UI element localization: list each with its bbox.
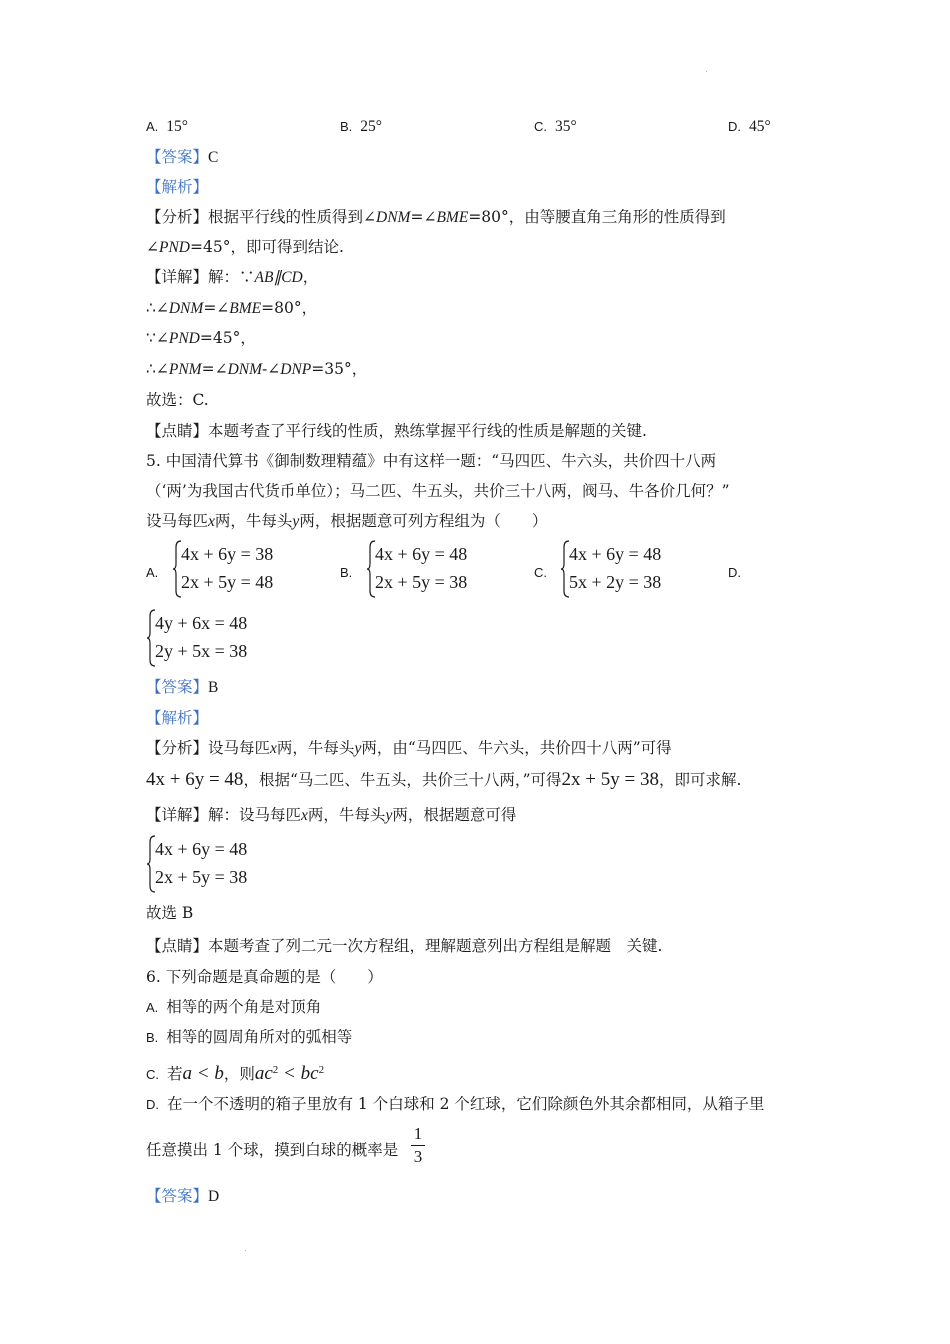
q5-guxuan: 故选 B bbox=[146, 904, 194, 922]
q4-fenxi-line2: ∠PND=45°，即可得到结论. bbox=[146, 238, 344, 256]
equation-1: 4x + 6y = 48 bbox=[375, 544, 468, 564]
q4-xiangjie-line4: ∴∠PNM=∠DNM-∠DNP=35°， bbox=[146, 360, 368, 378]
fraction-denominator: 3 bbox=[413, 1147, 423, 1166]
q4-option-d: D. 45° bbox=[728, 118, 771, 135]
q5-xiangjie-line1: 【详解】解：设马每匹x两，牛每头y两，根据题意可得 bbox=[146, 806, 517, 824]
equation-2: 5x + 2y = 38 bbox=[569, 572, 662, 592]
equation-1: 4x + 6y = 48 bbox=[569, 544, 662, 564]
q6-option-c: C. 若a < b，则$ac^2 < bc^2$ bbox=[146, 1063, 325, 1085]
q5-stem-line3: 设马每匹x两，牛每头y两，根据题意可列方程组为（ ） bbox=[146, 512, 548, 530]
q4-xiangjie-line1: 【详解】解：∵AB∥CD， bbox=[146, 268, 319, 286]
scan-dot bbox=[245, 1250, 246, 1251]
q5-fenxi-line1: 【分析】设马每匹x两，牛每头y两，由“马四匹、牛六头，共价四十八两”可得 bbox=[146, 739, 672, 757]
fraction-one-third bbox=[411, 1124, 425, 1167]
equation-2: 2x + 5y = 38 bbox=[375, 572, 468, 592]
q4-option-b: B. 25° bbox=[340, 118, 382, 135]
equation-2: 2x + 5y = 38 bbox=[155, 867, 248, 887]
q4-analysis-tag: 【解析】 bbox=[146, 178, 209, 196]
q5-stem-line2: （‘两’为我国古代货币单位）；马二匹、牛五头，共价三十八两，阀马、牛各价几何？” bbox=[146, 482, 730, 500]
q5-fenxi-line2: 4x + 6y = 48，根据“马二匹、牛五头，共价三十八两，”可得2x + 5y = 38，即可求解. bbox=[146, 769, 742, 790]
fraction-bar bbox=[411, 1145, 425, 1146]
q4-xiangjie-line3: ∵∠PND=45°， bbox=[146, 329, 256, 347]
q6-answer: 【答案】D bbox=[146, 1187, 220, 1205]
q4-option-a: A. 15° bbox=[146, 118, 188, 135]
q5-option-d-key: D. bbox=[728, 565, 741, 580]
q5-stem-line1: 5. 中国清代算书《御制数理精蕴》中有这样一题：“马四匹、牛六头，共价四十八两 bbox=[146, 452, 717, 470]
q6-option-d-line1: D. 在一个不透明的箱子里放有 1 个白球和 2 个红球，它们除颜色外其余都相同，从箱子里 bbox=[146, 1095, 765, 1113]
q6-option-d-line2: 任意摸出 1 个球，摸到白球的概率是 bbox=[146, 1141, 399, 1159]
equation-1: 4x + 6y = 38 bbox=[181, 544, 274, 564]
q4-xiangjie-line2: ∴∠DNM=∠BME=80°， bbox=[146, 299, 318, 317]
q5-option-c-key: C. bbox=[534, 565, 547, 580]
equation-2: 2y + 5x = 38 bbox=[155, 641, 248, 661]
q5-option-a-key: A. bbox=[146, 565, 159, 580]
q5-dianjing: 【点睛】本题考查了列二元一次方程组，理解题意列出方程组是解题 关键. bbox=[146, 937, 663, 955]
q6-option-b: B. 相等的圆周角所对的弧相等 bbox=[146, 1028, 353, 1046]
q4-fenxi-line1: 【分析】根据平行线的性质得到∠DNM=∠BME=80°，由等腰直角三角形的性质得到 bbox=[146, 208, 726, 226]
q4-guxuan: 故选：C. bbox=[146, 391, 209, 409]
q6-option-a: A. 相等的两个角是对顶角 bbox=[146, 998, 322, 1016]
fraction-numerator: 1 bbox=[413, 1124, 423, 1143]
equation-2: 2x + 5y = 48 bbox=[181, 572, 274, 592]
q6-stem: 6. 下列命题是真命题的是（ ） bbox=[146, 968, 383, 986]
q4-answer: 【答案】C bbox=[146, 148, 219, 166]
scan-dot bbox=[706, 71, 707, 72]
equation-1: 4x + 6y = 48 bbox=[155, 839, 248, 859]
q5-answer: 【答案】B bbox=[146, 678, 219, 696]
q4-option-c: C. 35° bbox=[534, 118, 577, 135]
q5-option-b-key: B. bbox=[340, 565, 353, 580]
equation-1: 4y + 6x = 48 bbox=[155, 613, 248, 633]
q4-dianjing: 【点睛】本题考查了平行线的性质，熟练掌握平行线的性质是解题的关键. bbox=[146, 422, 647, 440]
q5-analysis-tag: 【解析】 bbox=[146, 709, 209, 727]
